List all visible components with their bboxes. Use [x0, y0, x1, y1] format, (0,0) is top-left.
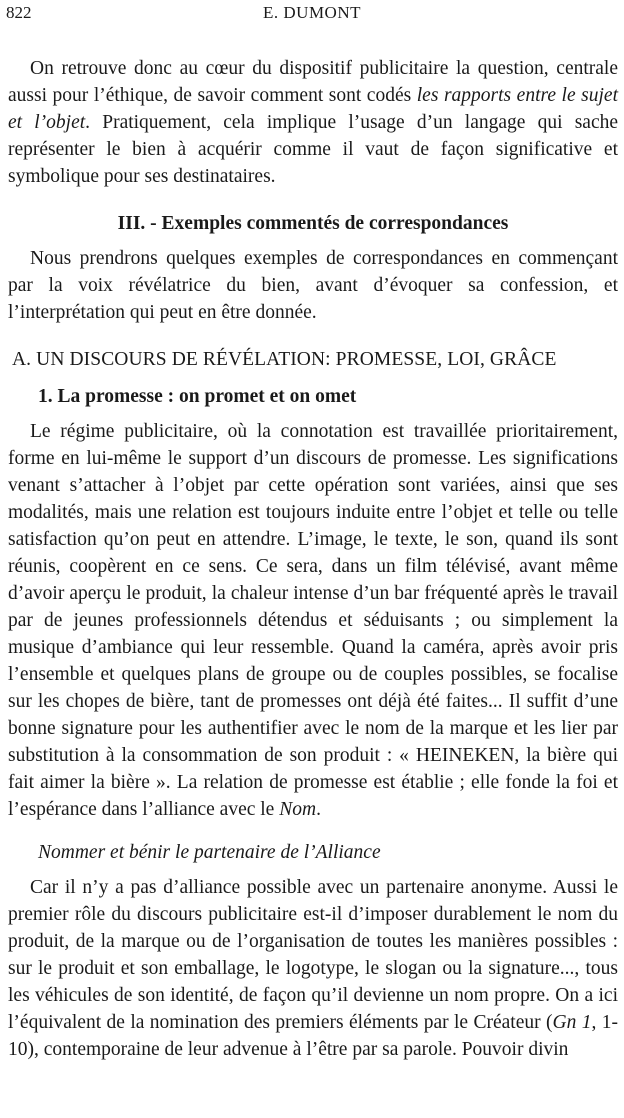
paragraph-promise-text-a: Le régime publicitaire, où la connotation est travaillée prioritairement, forme en lui-même le support d’un discours de promesse. Les significations venant s’attacher à l’objet par cette opération sont variées, ainsi que ses modalités, mais une relation est toujours induite entre l’objet et telle ou telle satisfaction qu’on peut en attendre. L’image, le texte, le son, quand ils sont réunis, coopèrent en ce sens. Ce sera, dans un film télévisé, avant même d’avoir aperçu le produit, la chaleur intense d’un bar fréquenté après le travail par de jeunes professionnels détendus et séduisants ; ou simplement la musique d’ambiance qui leur ressemble. Quand la caméra, après avoir pris l’ensemble et quelques plans de groupe ou de couples possibles, se focalise sur les chopes de bière, tant de promesses ont déjà été faites... Il suffit d’une bonne signature pour les authentifier avec le nom de la marque et les lier par substitution à la consommation de son produit : « HEINEKEN, la bière qui fait aimer la bière ». La relation de promesse est établie ; elle fonde la foi et l’espérance dans l’alliance avec le	[8, 421, 618, 820]
paragraph-intro-text-a: On retrouve donc au cœur du dispositif publicitaire la question, centrale aussi pour l’éthique, de savoir comment sont codés	[8, 58, 618, 106]
section-heading: III. - Exemples commentés de correspondances	[117, 213, 509, 234]
paragraph-intro-emphasis: les rapports entre le sujet et l’objet	[8, 85, 618, 133]
body-text	[8, 55, 618, 1063]
running-head	[6, 2, 618, 24]
running-title: E. DUMONT	[263, 3, 361, 22]
subsection-heading: A. UN DISCOURS DE RÉVÉLATION: PROMESSE, LOI, GRÂCE	[12, 349, 557, 370]
paragraph-promise-emphasis: Nom	[279, 799, 317, 820]
subsubsection-heading: 1. La promesse : on promet et on omet	[38, 386, 357, 407]
paragraph-promise	[8, 418, 618, 823]
paragraph-intro	[8, 55, 618, 190]
italic-heading: Nommer et bénir le partenaire de l’Alliance	[38, 842, 381, 863]
paragraph-naming	[8, 874, 618, 1063]
page-number: 822	[6, 3, 32, 22]
paragraph-naming-text-a: Car il n’y a pas d’alliance possible avec un partenaire anonyme. Aussi le premier rôle du discours publicitaire est-il d’imposer durablement le nom du produit, de la marque ou de l’organisation de toutes les manières possibles : sur le produit et son emballage, le logotype, le slogan ou la signature..., tous les véhicules de son identité, de façon qu’il devienne un nom propre. On a ici l’équivalent de la nomination des premiers éléments par le Créateur (	[8, 877, 618, 1033]
paragraph-promise-text-b: .	[316, 799, 321, 820]
paragraph-naming-emphasis: Gn 1	[552, 1012, 592, 1033]
paragraph-intro-text-b: . Pratiquement, cela implique l’usage d’un langage qui sache représenter le bien à acquérir comme il vaut de façon significative et symbolique pour ses destinataires.	[8, 112, 618, 187]
paragraph-naming-text-b: , 1-10), contemporaine de leur advenue à l’être par sa parole. Pouvoir divin	[8, 1012, 618, 1060]
paragraph-examples: Nous prendrons quelques exemples de correspondances en commençant par la voix révélatrice du bien, avant d’évoquer sa confession, et l’interprétation qui peut en être donnée.	[8, 248, 618, 323]
